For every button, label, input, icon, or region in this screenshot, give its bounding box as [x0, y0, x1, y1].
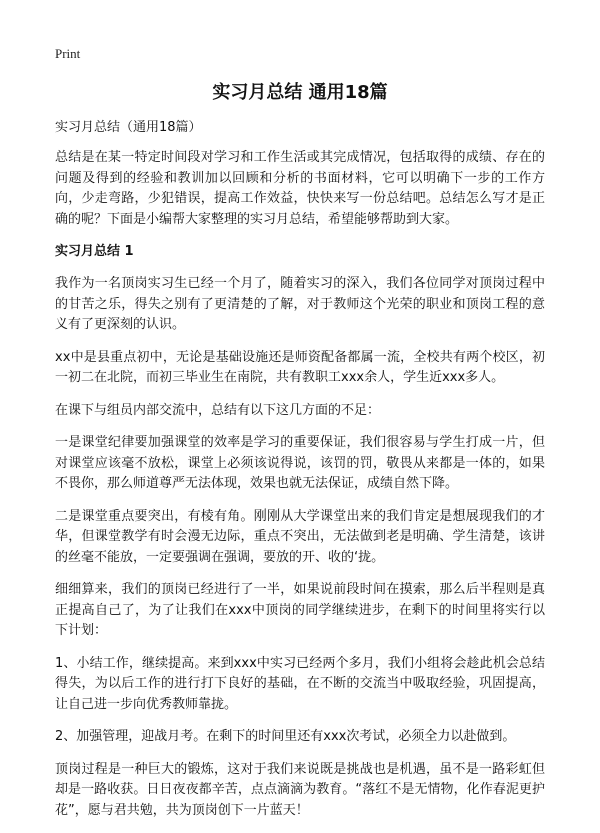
body-paragraph: 细细算来，我们的顶岗已经进行了一半，如果说前段时间在摸索，那么后半程则是真正提高自己了，为了让我们在xxx中顶岗的同学继续进步，在剩下的时间里将实行以下计划： — [55, 582, 545, 638]
body-paragraph: 我作为一名顶岗实习生已经一个月了，随着实习的深入，我们各位同学对顶岗过程中的甘苦之乐，得失之别有了更清楚的了解，对于教师这个光荣的职业和顶岗工程的意义有了更深刻的认识。 — [55, 276, 545, 332]
print-link[interactable]: Print — [55, 46, 81, 61]
intro-paragraph: 总结是在某一特定时间段对学习和工作生活或其完成情况，包括取得的成绩、存在的问题及得到的经验和教训加以回顾和分析的书面材料，它可以明确下一步的工作方向，少走弯路，少犯错误，提高工作效益，快快来写一份总结吧。总结怎么写才是正确的呢？下面是小编帮大家整理的实习月总结，希望能够帮助到大家。 — [55, 150, 545, 227]
document-title: 实习月总结 通用18篇 — [212, 82, 388, 103]
body-paragraph: 在课下与组员内部交流中，总结有以下这几方面的不足： — [55, 402, 381, 418]
body-paragraph: xx中是县重点初中，无论是基础设施还是师资配备都属一流，全校共有两个校区，初一初二在北院，而初三毕业生在南院，共有教职工xxx余人，学生近xxx多人。 — [55, 349, 545, 385]
document-body — [55, 118, 545, 833]
document-subtitle: 实习月总结（通用18篇） — [55, 120, 202, 135]
body-paragraph: 一是课堂纪律要加强课堂的效率是学习的重要保证，我们很容易与学生打成一片，但对课堂应该毫不放松，课堂上必须该说得说，该罚的罚，敬畏从来都是一体的，如果不畏你，那么师道尊严无法体现，效果也就无法保证，成绩自然下降。 — [55, 435, 545, 491]
body-paragraph: 顶岗过程是一种巨大的锻炼，这对于我们来说既是挑战也是机遇，虽不是一路彩虹但却是一路收获。日日夜夜都辛苦，点点滴滴为教育。“落红不是无情物，化作春泥更护花”，愿与君共勉，共为顶岗创下一片蓝天！ — [55, 761, 545, 818]
body-paragraph: 二是课堂重点要突出，有棱有角。刚刚从大学课堂出来的我们肯定是想展现我们的才华，但课堂教学有时会漫无边际，重点不突出，无法做到老是明确、学生清楚，该讲的丝毫不能放，一定要强调在强调，要放的开、收的‘拢。 — [55, 508, 545, 565]
section-heading: 实习月总结 1 — [55, 244, 134, 259]
body-paragraph: 2、加强管理，迎战月考。在剩下的时间里还有xxx次考试，必须全力以赴做到。 — [55, 729, 516, 744]
body-paragraph: 1、小结工作，继续提高。来到xxx中实习已经两个多月，我们小组将会趁此机会总结得失，为以后工作的进行打下良好的基础，在不断的交流当中吸取经验，巩固提高，让自己进一步向优秀教师靠拢。 — [55, 655, 545, 712]
